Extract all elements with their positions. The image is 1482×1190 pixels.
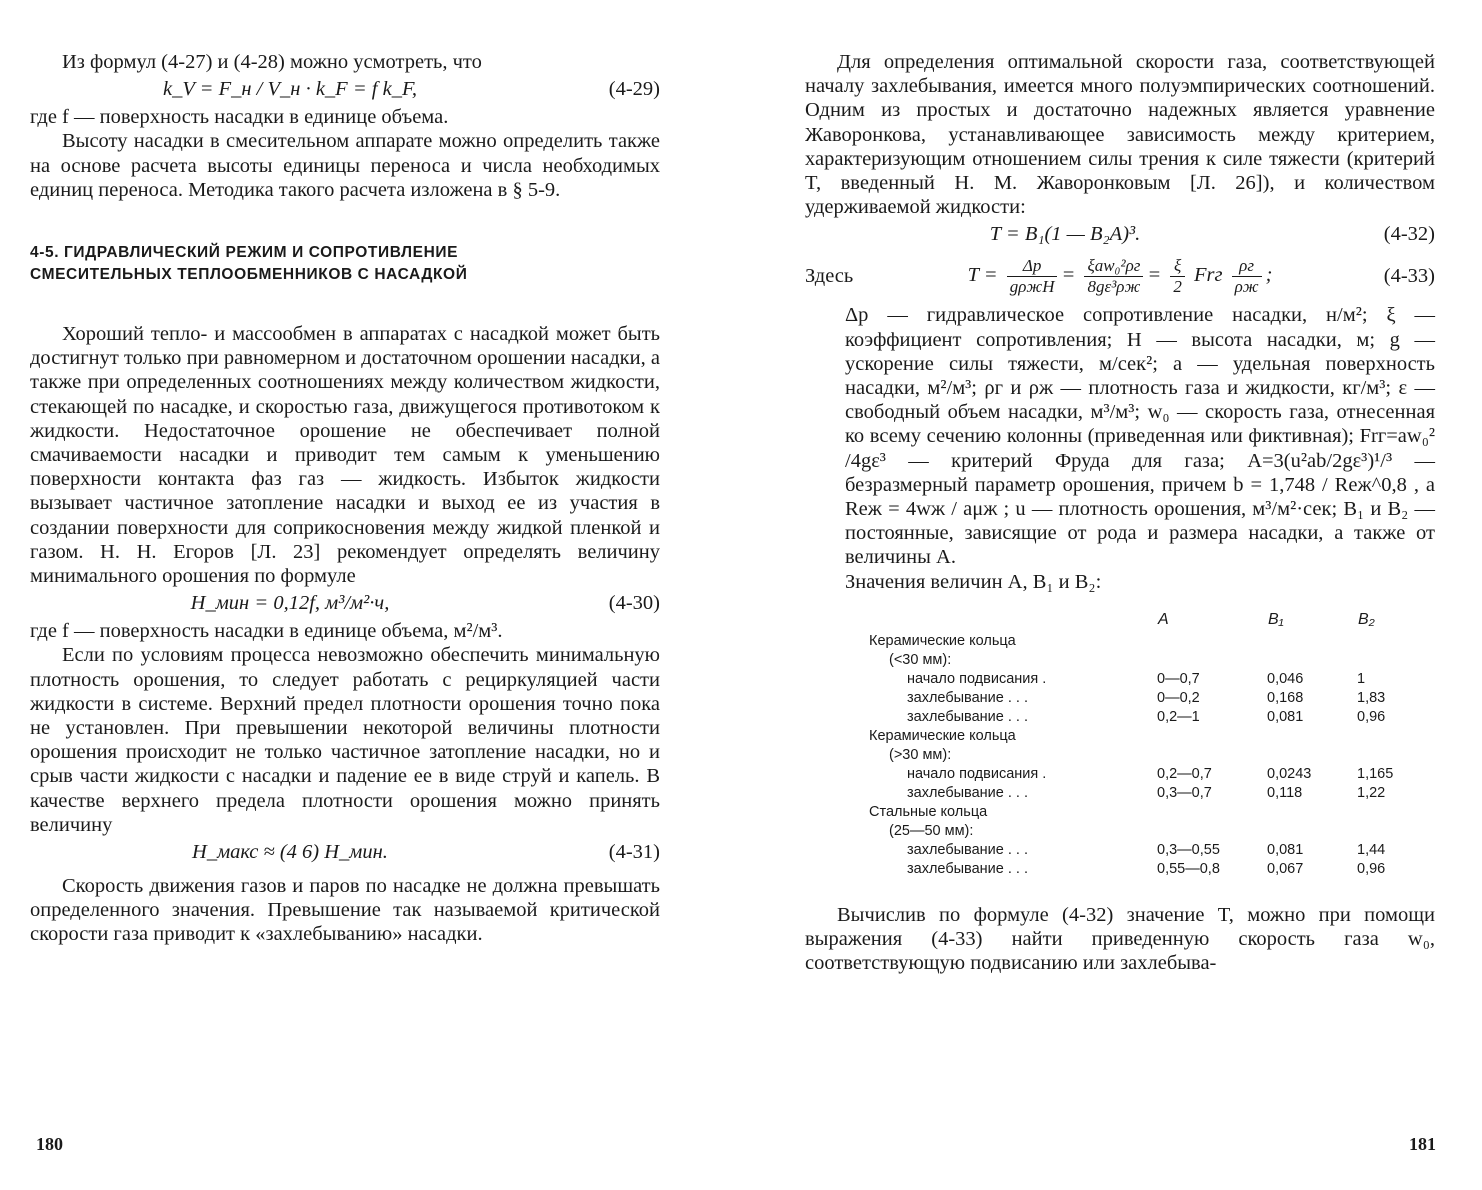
table-cell: (<30 мм): <box>889 651 952 668</box>
paragraph: где f — поверхность насадки в единице объема, м²/м³. <box>30 620 503 643</box>
table-cell: 1 <box>1357 670 1366 687</box>
table-cell: 0,96 <box>1357 860 1386 877</box>
heading-line: СМЕСИТЕЛЬНЫХ ТЕПЛООБМЕННИКОВ С НАСАДКОЙ <box>30 266 468 284</box>
table-cell: 0,0243 <box>1267 765 1312 782</box>
heading-line: 4-5. ГИДРАВЛИЧЕСКИЙ РЕЖИМ И СОПРОТИВЛЕНИЕ <box>30 244 459 262</box>
numerator: ξaw₀²ρг <box>1084 256 1143 277</box>
left-column <box>30 50 660 947</box>
table-cell: 0—0,2 <box>1157 689 1200 706</box>
paragraph: Если по условиям процесса невозможно обеспечить минимальную плотность орошения, то следует работать с рециркуляцией части жидкости в системе. Верхний предел плотности орошения точно пока не установлен. При превышении некоторой величины плотности орошения происходит не только частичное затопление насадки, но и срыв части жидкости с насадки и падение ее в виде струй и капель. В качестве верхнего предела плотности орошения можно принять величину <box>30 644 660 836</box>
denominator: gρжH <box>1009 277 1055 297</box>
fraction <box>1084 256 1143 297</box>
values-table <box>869 608 1417 879</box>
table-row <box>869 860 1417 879</box>
table-row <box>869 803 1417 822</box>
table-cell: захлебывание . . . <box>907 860 1028 877</box>
paragraph: Вычислив по формуле (4-32) значение T, можно при помощи выражения (4-33) найти приведенную скорость газа w₀, соответствующую подвисанию или захлебыва- <box>805 903 1435 975</box>
table-cell: захлебывание . . . <box>907 841 1028 858</box>
table-cell <box>1157 803 1267 822</box>
table-header: B₂ <box>1358 610 1375 628</box>
formula-expression: k_V = F_н / V_н · k_F = f k_F, <box>163 78 417 101</box>
section-heading <box>30 242 660 286</box>
table-cell: 0,168 <box>1267 689 1304 706</box>
table-cell: захлебывание . . . <box>907 689 1028 706</box>
table-cell: 0,118 <box>1267 784 1303 801</box>
table-cell <box>1357 651 1417 670</box>
table-cell: 1,83 <box>1357 689 1386 706</box>
table-row <box>869 727 1417 746</box>
formula-number: (4-32) <box>1383 223 1435 246</box>
right-page <box>741 0 1482 1190</box>
table-row <box>869 708 1417 727</box>
table-header <box>869 608 1157 632</box>
paragraph: Для определения оптимальной скорости газа, соответствующей началу захлебывания, имеется много полуэмпирических соотношений. Одним из простых и достаточно надежных является уравнение Жаворонкова, устанавливающее зависимость между критерием, характеризующим отношением силы трения к силе тяжести (критерий T, введенный Н. М. Жаворонковым [Л. 26]), и количеством удерживаемой жидкости: <box>805 51 1435 219</box>
table-cell <box>1357 727 1417 746</box>
table-cell <box>1157 651 1267 670</box>
formula-number: (4-29) <box>608 78 660 101</box>
table-cell <box>1267 651 1357 670</box>
table-header: A <box>1158 610 1169 628</box>
table-cell: 0,55—0,8 <box>1157 860 1220 877</box>
numerator: ρг <box>1232 256 1262 277</box>
table-cell: 0,3—0,7 <box>1157 784 1212 801</box>
table-cell: 0,2—1 <box>1157 708 1200 725</box>
table-cell <box>1267 803 1357 822</box>
table-cell <box>1157 727 1267 746</box>
table-cell: 0,081 <box>1267 708 1304 725</box>
table-cell: (>30 мм): <box>889 746 952 763</box>
table-cell <box>1157 746 1267 765</box>
definitions-text: Δp — гидравлическое сопротивление насадки, н/м²; ξ — коэффициент сопротивления; H — высота насадки, м; g — ускорение силы тяжести, м/сек²; a — удельная поверхность насадки, м²/м³; ρг и ρж — плотность газа и жидкости, кг/м³; ε — свободный объем насадки, м³/м³; w₀ — скорость газа, отнесенная ко всему сечению колонны (приведенная или фиктивная); Frг=aw₀² /4gε³ — критерий Фруда для газа; A=3(u²ab/2gε³)¹/³ — безразмерный параметр орошения, причем b = 1,748 / Reж^0,8 , а Reж = 4wж / aμж ; u — плотность орошения, м³/м²·сек; B₁ и B₂ — постоянные, зависящие от рода и размера насадки, а также от величины A. <box>845 304 1435 569</box>
formula-4-31 <box>30 841 660 864</box>
table-row <box>869 784 1417 803</box>
numerator: ξ <box>1170 256 1185 277</box>
formula-number: (4-31) <box>608 841 660 864</box>
table-cell: 0,96 <box>1357 708 1386 725</box>
table-cell: Керамические кольца <box>869 632 1016 649</box>
table-row <box>869 632 1417 651</box>
table-cell: 1,44 <box>1357 841 1386 858</box>
table-cell <box>1267 632 1357 651</box>
formula-number: (4-33) <box>1383 265 1435 288</box>
table-row <box>869 670 1417 689</box>
formula-4-29 <box>30 78 660 101</box>
table-cell: 0,067 <box>1267 860 1304 877</box>
formula-4-33 <box>805 256 1435 297</box>
definitions <box>805 303 1435 593</box>
fraction <box>1170 256 1185 297</box>
table-cell <box>1357 632 1417 651</box>
formula-expression: H_макс ≈ (4 6) H_мин. <box>192 841 388 864</box>
denominator: 2 <box>1173 277 1182 297</box>
formula-expression: T = $\frac{\Delta p}{\text{gρжH}}$ = $\frac{\text{ξaw₀²ρг}}{\text{8gε³ρж}}$ = $\frac{\xi}{2}$ Frг $\frac{\rho г}{\rho ж}$ ; <box>967 256 1273 297</box>
fraction <box>1232 256 1262 297</box>
table-cell: 0,2—0,7 <box>1157 765 1212 782</box>
table-cell <box>1267 727 1357 746</box>
table-cell <box>1357 822 1417 841</box>
paragraph: Высоту насадки в смесительном аппарате можно определить также на основе расчета высоты единицы переноса и числа необходимых единиц переноса. Методика такого расчета изложена в § 5-9. <box>30 130 660 201</box>
table-cell: захлебывание . . . <box>907 784 1028 801</box>
table-cell <box>1157 632 1267 651</box>
table-cell <box>1357 803 1417 822</box>
table-row <box>869 746 1417 765</box>
table-cell: 1,22 <box>1357 784 1386 801</box>
table-row <box>869 689 1417 708</box>
formula-number: (4-30) <box>608 592 660 615</box>
page-number: 181 <box>1409 1134 1436 1154</box>
table-header: B₁ <box>1268 610 1284 628</box>
froude-symbol: Frг <box>1193 264 1223 287</box>
table-cell: Керамические кольца <box>869 727 1016 744</box>
table-cell: 0,3—0,55 <box>1157 841 1220 858</box>
denominator: 8gε³ρж <box>1087 277 1141 297</box>
table-header-row <box>869 608 1417 632</box>
paragraph: Хороший тепло- и массообмен в аппаратах с насадкой может быть достигнут только при равномерном и достаточном орошении насадки, а также при определенных соотношениях между количеством жидкости, стекающей по насадке, и скоростью газа, движущегося противотоком к жидкости. Недостаточное орошение не обеспечивает полной смачиваемости насадки и приводит тем самым к уменьшению поверхности контакта фаз газ — жидкость. Избыток жидкости вызывает частичное затопление насадки и выход ее из участия в создании поверхности для соприкосновения между жидкой пленкой и газом. Н. Н. Егоров [Л. 23] рекомендует определять величину минимального орошения по формуле <box>30 323 660 588</box>
table-row <box>869 651 1417 670</box>
table-cell: 0,081 <box>1267 841 1304 858</box>
table-cell: начало подвисания . <box>907 670 1047 687</box>
right-column <box>805 50 1435 975</box>
page-number: 180 <box>36 1134 63 1154</box>
table-row <box>869 822 1417 841</box>
table-row <box>869 841 1417 860</box>
table-cell: 0,046 <box>1267 670 1304 687</box>
formula-expression: H_мин = 0,12f, м³/м²·ч, <box>190 592 390 615</box>
formula-expression: T = B₁(1 — B₂A)³. <box>989 223 1141 246</box>
denominator: ρж <box>1234 277 1259 297</box>
paragraph: Скорость движения газов и паров по насадке не должна превышать определенного значения. Превышение так называемой критической скорости газа приводит к «захлебыванию» насадки. <box>30 875 660 946</box>
paragraph: Из формул (4-27) и (4-28) можно усмотреть, что <box>62 51 482 73</box>
formula-4-32 <box>805 223 1435 246</box>
table-row <box>869 765 1417 784</box>
paragraph: где f — поверхность насадки в единице объема. <box>30 106 449 129</box>
table-cell <box>1267 822 1357 841</box>
table-cell: (25—50 мм): <box>889 822 974 839</box>
table-cell: Стальные кольца <box>869 803 988 820</box>
formula-4-30 <box>30 592 660 615</box>
formula-lhs: T = <box>967 264 998 287</box>
table-cell: начало подвисания . <box>907 765 1047 782</box>
table-cell: 0—0,7 <box>1157 670 1200 687</box>
numerator: Δp <box>1007 256 1058 277</box>
values-caption: Значения величин A, B₁ и B₂: <box>845 570 1102 593</box>
table-cell: 1,165 <box>1357 765 1394 782</box>
table-cell <box>1157 822 1267 841</box>
table-cell: захлебывание . . . <box>907 708 1028 725</box>
fraction <box>1007 256 1058 297</box>
table-cell <box>1357 746 1417 765</box>
table-cell <box>1267 746 1357 765</box>
formula-label: Здесь <box>805 265 854 288</box>
